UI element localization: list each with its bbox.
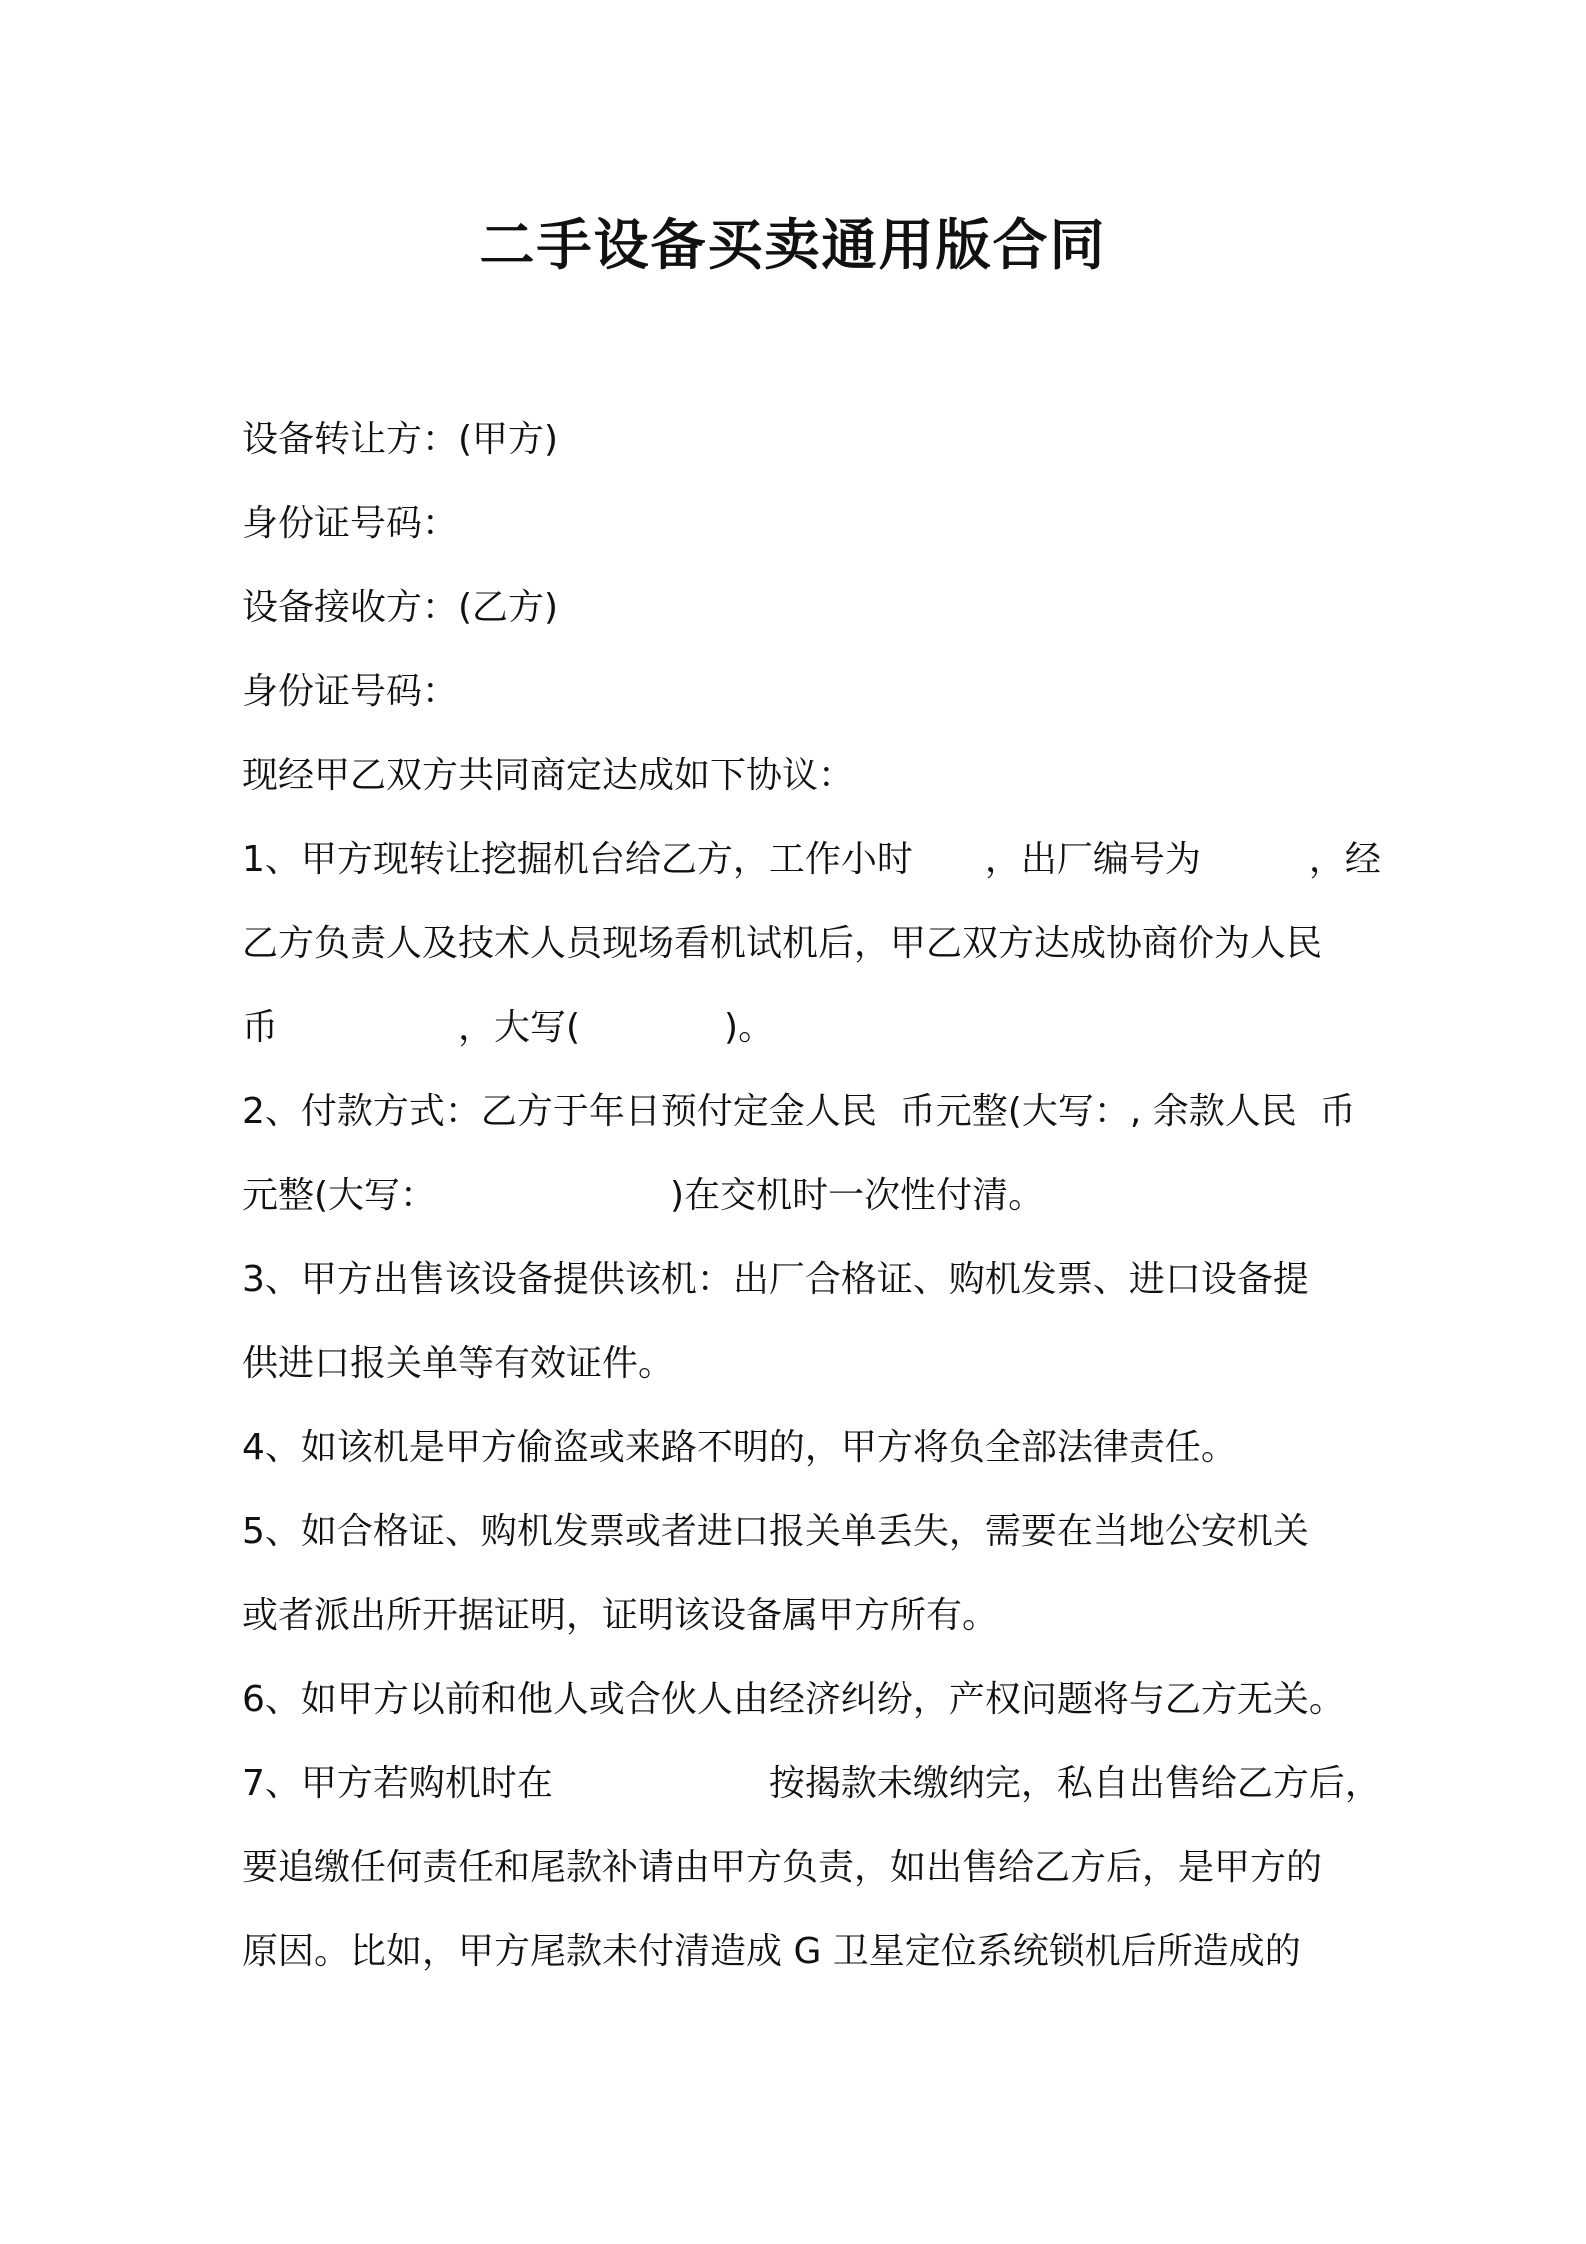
clause-3-line-1: 3、甲方出售该设备提供该机：出厂合格证、购机发票、进口设备提 [242,1259,1309,1300]
clause-2-line-2: 元整(大写： )在交机时一次性付清。 [242,1175,1045,1216]
clause-7-line-2: 要追缴任何责任和尾款补请由甲方负责，如出售给乙方后，是甲方的 [242,1847,1323,1888]
clause-1-line-2: 乙方负责人及技术人员现场看机试机后，甲乙双方达成协商价为人民 [242,923,1323,964]
seller-line: 设备转让方：(甲方) [242,419,559,460]
seller-id-line: 身份证号码： [242,503,459,544]
clause-4-line-1: 4、如该机是甲方偷盗或来路不明的，甲方将负全部法律责任。 [242,1427,1237,1468]
clause-7-line-3: 原因。比如，甲方尾款未付清造成 G 卫星定位系统锁机后所造成的 [242,1931,1301,1972]
clause-5-line-1: 5、如合格证、购机发票或者进口报关单丢失，需要在当地公安机关 [242,1511,1309,1552]
clause-7-line-1: 7、甲方若购机时在 按揭款未缴纳完，私自出售给乙方后， [242,1763,1381,1804]
agreement-intro: 现经甲乙双方共同商定达成如下协议： [242,755,855,796]
clause-1-line-3: 币 ，大写( )。 [242,1007,775,1048]
document-title: 二手设备买卖通用版合同 [479,213,1107,277]
clause-5-line-2: 或者派出所开据证明，证明该设备属甲方所有。 [242,1595,999,1636]
buyer-id-line: 身份证号码： [242,671,459,712]
document-body [242,398,1382,1994]
clause-6-line-1: 6、如甲方以前和他人或合伙人由经济纠纷，产权问题将与乙方无关。 [242,1679,1345,1720]
clause-2-line-1: 2、付款方式：乙方于年日预付定金人民 币元整(大写：, 余款人民 币 [242,1091,1356,1132]
buyer-line: 设备接收方：(乙方) [242,587,559,628]
clause-3-line-2: 供进口报关单等有效证件。 [242,1343,675,1384]
clause-1-line-1: 1、甲方现转让挖掘机台给乙方，工作小时 ，出厂编号为 ，经 [242,839,1381,880]
